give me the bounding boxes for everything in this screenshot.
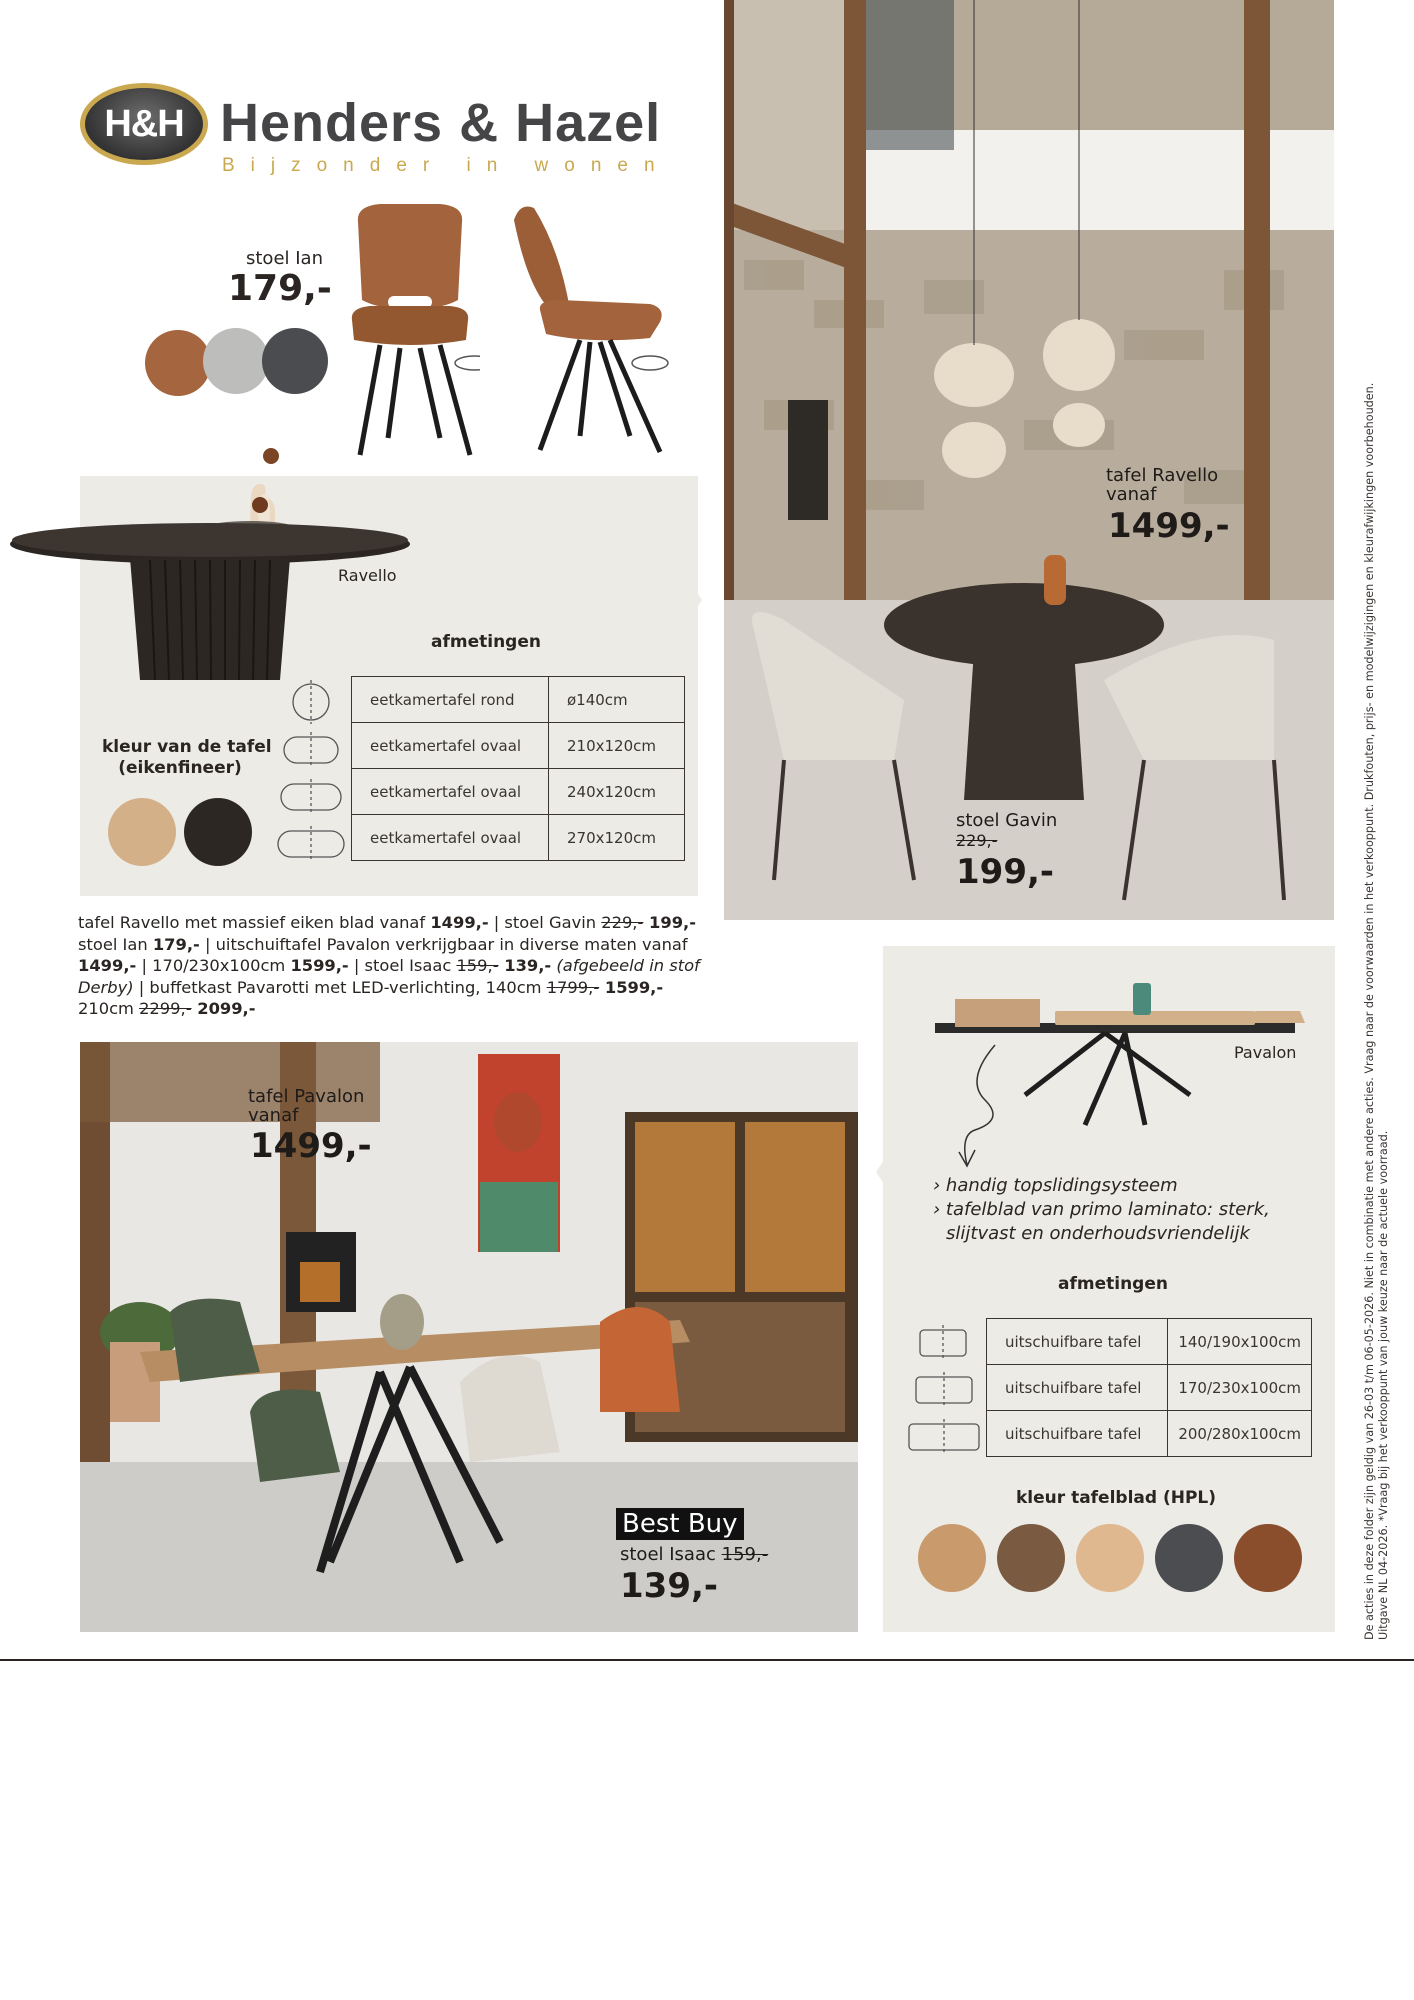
chair-ian-price: 179,- — [228, 268, 332, 309]
gavin-photo-label: stoel Gavin — [956, 810, 1058, 831]
chair-ian-front-image — [340, 200, 480, 460]
curved-arrow-icon — [955, 1040, 1015, 1170]
pavalon-swatch-rustic-oak[interactable] — [997, 1524, 1065, 1592]
dims-type: uitschuifbare tafel — [987, 1411, 1168, 1457]
panel-pointer — [682, 570, 712, 630]
dims-size: ø140cm — [549, 677, 685, 723]
ravello-product-label: Ravello — [338, 566, 397, 585]
pavalon-photo-label: tafel Pavalon vanaf — [248, 1086, 365, 1126]
dims-size: 170/230x100cm — [1168, 1365, 1312, 1411]
dims-size: 240x120cm — [549, 769, 685, 815]
ravello-swatch-dark-oak[interactable] — [184, 798, 252, 866]
pavalon-dims-table — [986, 1318, 1312, 1457]
table-row — [987, 1411, 1312, 1457]
chair-ian-swatch-cognac[interactable] — [145, 330, 211, 396]
panel-pointer — [866, 1142, 896, 1202]
table-row — [352, 769, 685, 815]
brand-badge-text: H&H — [104, 102, 184, 145]
table-row — [352, 815, 685, 861]
pavalon-photo-price: 1499,- — [250, 1126, 372, 1166]
ravello-swatch-natural-oak[interactable] — [108, 798, 176, 866]
pavalon-swatch-anthracite[interactable] — [1155, 1524, 1223, 1592]
isaac-photo-label: stoel Isaac 159,- — [620, 1544, 769, 1565]
pavalon-dims-heading: afmetingen — [1058, 1274, 1168, 1294]
gavin-old-price: 229,- — [956, 831, 998, 850]
table-row — [987, 1319, 1312, 1365]
chair-ian-side-image — [500, 200, 670, 460]
pavalon-swatch-light-oak[interactable] — [918, 1524, 986, 1592]
brand-name: Henders & Hazel — [220, 93, 662, 153]
dims-type: eetkamertafel ovaal — [352, 769, 549, 815]
table-shape-icons — [906, 1322, 986, 1462]
ravello-table-image — [5, 440, 415, 690]
ravello-photo-label: tafel Ravello vanaf — [1106, 465, 1219, 505]
pavalon-swatch-cognac[interactable] — [1234, 1524, 1302, 1592]
dims-size: 270x120cm — [549, 815, 685, 861]
table-shape-icons — [276, 680, 346, 870]
chair-ian-swatch-anthracite[interactable] — [262, 328, 328, 394]
legal-disclaimer: De acties in deze folder zijn geldig van 26-03 t/m 06-05-2026. Niet in combinatie met andere acties. Vraag naar de voorwaarden in het verkooppunt. Drukfouten, prijs- en modelwijzigingen en kleurafwijkingen voorbehouden. Uitgave NL 04-2026. *Vraag bij het verkooppunt van jouw keuze naar de actuele voorraad. — [1363, 382, 1390, 1640]
ravello-room-photo — [724, 0, 1334, 920]
dims-type: eetkamertafel ovaal — [352, 723, 549, 769]
table-row — [352, 677, 685, 723]
list-item: › handig topslidingsysteem — [933, 1175, 1178, 1196]
dims-size: 200/280x100cm — [1168, 1411, 1312, 1457]
list-item: slijtvast en onderhoudsvriendelijk — [946, 1223, 1250, 1244]
ravello-colour-heading: kleur van de tafel (eikenfineer) — [102, 737, 272, 778]
pavalon-feature-list — [933, 1174, 1333, 1246]
dims-size: 210x120cm — [549, 723, 685, 769]
table-row — [987, 1365, 1312, 1411]
isaac-old-price: 159,- — [721, 1544, 769, 1565]
ravello-photo-price: 1499,- — [1108, 506, 1230, 546]
dims-type: eetkamertafel ovaal — [352, 815, 549, 861]
brand-logo-badge — [80, 83, 208, 165]
ravello-dims-table — [351, 676, 685, 861]
dims-type: uitschuifbare tafel — [987, 1319, 1168, 1365]
page-divider — [0, 1659, 1414, 1661]
ravello-dims-heading: afmetingen — [431, 632, 541, 652]
product-description: tafel Ravello met massief eiken blad vanaf 1499,- | stoel Gavin 229,- 199,- stoel Ian 179,- | uitschuiftafel Pavalon verkrijgbaar in diverse maten vanaf 1499,- | 170/230x100cm 1599,- | stoel Isaac 159,- 139,- (afgebeeld in stof Derby) | buffetkast Pavarotti met LED-verlichting, 140cm 1799,- 1599,- 210cm 2299,- 2099,- — [78, 913, 700, 1018]
table-row — [352, 723, 685, 769]
brand-tagline: Bijzonder in wonen — [222, 155, 671, 176]
pavalon-product-label: Pavalon — [1234, 1043, 1297, 1062]
list-item: › tafelblad van primo laminato: sterk, — [933, 1199, 1270, 1220]
pavalon-swatch-natural-oak[interactable] — [1076, 1524, 1144, 1592]
dims-type: uitschuifbare tafel — [987, 1365, 1168, 1411]
pavalon-colour-heading: kleur tafelblad (HPL) — [1016, 1488, 1217, 1508]
gavin-photo-price: 199,- — [956, 852, 1054, 892]
chair-ian-label: stoel Ian — [246, 248, 323, 269]
chair-ian-swatch-grey[interactable] — [203, 328, 269, 394]
isaac-photo-price: 139,- — [620, 1566, 718, 1606]
dims-size: 140/190x100cm — [1168, 1319, 1312, 1365]
best-buy-badge: Best Buy — [616, 1508, 744, 1540]
dims-type: eetkamertafel rond — [352, 677, 549, 723]
